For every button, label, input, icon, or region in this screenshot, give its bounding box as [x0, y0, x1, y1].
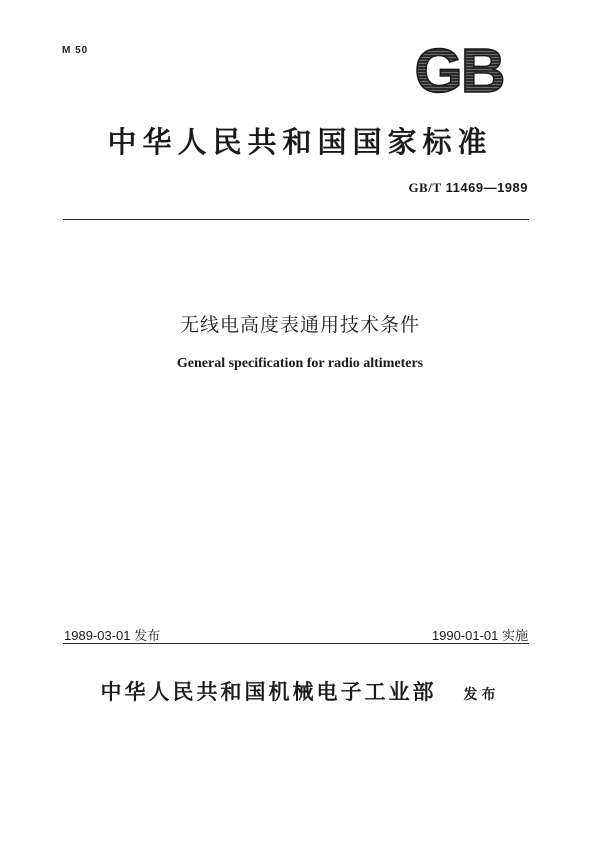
chinese-title: 无线电高度表通用技术条件	[179, 314, 420, 336]
footer-divider	[63, 643, 529, 644]
issue-word: 发布	[463, 687, 500, 703]
gb-logo	[398, 42, 520, 100]
gb-logo-text: GB	[414, 42, 504, 100]
standard-number	[408, 180, 528, 196]
header-divider	[63, 219, 529, 220]
effective-date: 1990-01-01 实施	[431, 628, 528, 643]
issuer-row	[0, 676, 600, 706]
issuing-authority: 中华人民共和国机械电子工业部	[100, 680, 437, 704]
standard-number-value: 11469—1989	[445, 180, 528, 195]
standard-number-prefix: GB/T	[408, 180, 442, 195]
classification-code: M 50	[62, 45, 89, 56]
standard-type-heading: 中华人民共和国国家标准	[107, 125, 493, 159]
english-title: General specification for radio altimeters	[176, 356, 424, 371]
issue-date: 1989-03-01 发布	[64, 628, 161, 643]
